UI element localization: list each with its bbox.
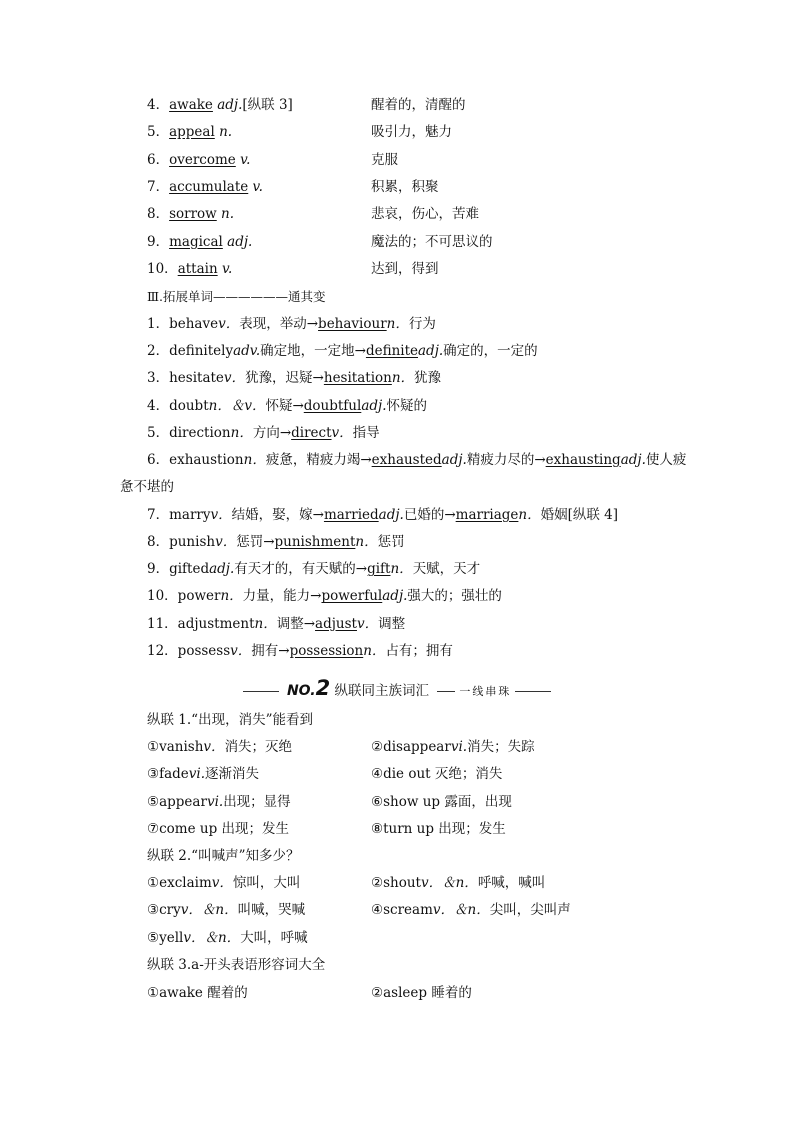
- derived-pos: n．: [386, 316, 409, 332]
- item-word: ②asleep: [371, 985, 428, 1001]
- derived-meaning: 怀疑的: [386, 397, 427, 414]
- entry-word: accumulate: [169, 178, 249, 195]
- item-meaning: 出现；发生: [221, 820, 290, 837]
- word-meaning: [371, 233, 493, 251]
- item-pos: vi.: [450, 739, 468, 755]
- banner-number: 2: [315, 676, 331, 700]
- meaning-text: 悲哀，伤心，苦难: [371, 206, 479, 223]
- derived-meaning: 确定的，一定的: [443, 343, 538, 360]
- item-meaning: 出现；发生: [438, 820, 506, 837]
- entry-number: 9．: [147, 233, 170, 250]
- entry-number: 8．: [147, 206, 170, 223]
- item-meaning: 逐渐消失: [205, 766, 260, 783]
- derived-pos: adj.: [361, 397, 387, 414]
- entry-pos: adj.: [217, 97, 243, 113]
- meaning-text: 醒着的，清醒的: [371, 97, 466, 113]
- base-pos: adv.: [233, 343, 261, 360]
- word-entry: [147, 260, 232, 278]
- entry-number: 7．: [147, 178, 170, 195]
- base-word: 10．power: [147, 588, 221, 605]
- extended-entry: [147, 587, 502, 605]
- group-title-text: 纵联 1.“出现，消失”能看到: [147, 712, 313, 728]
- derived-word: punishment: [274, 534, 356, 550]
- derived-pos: v．: [356, 615, 379, 632]
- base-pos: n．: [254, 615, 277, 632]
- group-item: [147, 820, 289, 838]
- item-pos: v．＆n．: [180, 902, 238, 919]
- derived-meaning: 惩罚: [377, 534, 405, 550]
- item-meaning: 呼喊，喊叫: [477, 875, 546, 891]
- group-title: [147, 847, 299, 865]
- entry-word: sorrow: [169, 206, 217, 223]
- item-word: ①vanish: [147, 739, 204, 755]
- derived-pos: adj.: [441, 452, 467, 468]
- base-word: 12．possess: [147, 642, 231, 659]
- group-title: [147, 956, 325, 974]
- base-meaning: 力量，能力→: [242, 588, 322, 605]
- extended-entry: [147, 615, 405, 633]
- group-item: [371, 984, 472, 1002]
- entry-pos: n.: [219, 124, 233, 141]
- base-word: 8．punish: [147, 534, 216, 550]
- extended-entry: [147, 451, 686, 469]
- base-meaning: 犹豫，迟疑→: [245, 370, 324, 387]
- base-word: 9．gifted: [147, 561, 210, 578]
- entry-pos: adj.: [227, 233, 253, 250]
- item-meaning: 消失；灭绝: [224, 739, 293, 755]
- entry-pos: v.: [221, 260, 233, 277]
- base-pos: n．: [243, 452, 266, 468]
- derived-pos-2: n．: [518, 507, 541, 523]
- derived-meaning: 指导: [352, 424, 380, 441]
- banner-subtitle: 一线串珠: [459, 685, 512, 698]
- group-item: [147, 901, 305, 919]
- item-word: ④die out: [371, 766, 431, 783]
- derived-word: direct: [291, 424, 332, 441]
- group-item: [371, 738, 535, 756]
- banner-rule-mid: [437, 691, 455, 692]
- group-item: [147, 765, 259, 783]
- base-pos: v．: [230, 642, 252, 659]
- base-meaning: 疲惫，精疲力竭→: [265, 452, 372, 468]
- word-entry: [147, 233, 252, 251]
- base-word: 5．direction: [147, 424, 231, 441]
- derived-word: possession: [289, 642, 364, 659]
- base-meaning: 惩罚→: [236, 534, 275, 550]
- word-meaning: [371, 178, 439, 196]
- derived-word: married: [323, 507, 379, 523]
- base-pos: v．: [223, 370, 246, 387]
- meaning-text: 达到，得到: [371, 260, 439, 277]
- item-meaning: 出现；显得: [223, 793, 291, 810]
- base-meaning: 有天才的，有天赋的→: [234, 561, 368, 578]
- meaning-text: 积累，积聚: [371, 178, 439, 195]
- item-meaning: 大叫，呼喊: [240, 930, 308, 946]
- entry-pos: v.: [240, 151, 251, 168]
- continuation-text: 惫不堪的: [120, 479, 174, 495]
- derived-word: definite: [365, 343, 418, 360]
- item-word: ④scream: [371, 902, 433, 919]
- entry-number: 4．: [147, 97, 170, 113]
- derived-meaning: 犹豫: [414, 370, 442, 387]
- derived-pos: adj.: [382, 588, 408, 605]
- item-pos: v．: [211, 875, 233, 891]
- derived-word: doubtful: [303, 397, 362, 414]
- derived-pos: n．: [363, 642, 386, 659]
- word-meaning: [371, 96, 466, 114]
- group-item: [147, 984, 248, 1002]
- derived-pos: adj.: [418, 343, 444, 360]
- group-item: [147, 874, 300, 892]
- item-meaning: 睡着的: [431, 985, 472, 1001]
- word-entry: [147, 205, 234, 223]
- entry-number: 5．: [147, 124, 170, 141]
- banner-rule-left: [243, 691, 279, 692]
- base-word: 3．hesitate: [147, 370, 224, 387]
- item-word: ⑤yell: [147, 930, 184, 946]
- derived-word: gift: [367, 561, 391, 578]
- group-item: [371, 765, 502, 783]
- entry-pos: n.: [221, 206, 235, 223]
- word-entry: [147, 178, 263, 196]
- derived-meaning: 天赋，天才: [412, 561, 481, 578]
- item-meaning: 醒着的: [207, 985, 248, 1001]
- extended-entry: [147, 560, 480, 578]
- extended-entry: [147, 369, 441, 387]
- derived-meaning-2: 婚姻[纵联 4]: [540, 507, 619, 523]
- entry-word: overcome: [169, 151, 236, 168]
- section-banner-no2: [0, 676, 794, 700]
- base-meaning: 结婚，娶，嫁→: [231, 507, 324, 523]
- word-entry: [147, 96, 293, 114]
- extended-entry: [147, 642, 453, 660]
- derived-pos: n．: [390, 561, 413, 578]
- base-meaning: 方向→: [252, 424, 292, 441]
- group-item: [371, 793, 512, 811]
- item-word: ②disappear: [371, 739, 451, 755]
- group-item: [147, 929, 308, 947]
- base-meaning: 表现，举动→: [239, 316, 319, 332]
- item-word: ⑦come up: [147, 820, 218, 837]
- item-pos: vi.: [206, 793, 224, 810]
- base-pos: adj.: [209, 561, 235, 578]
- derived-meaning: 强大的；强壮的: [407, 588, 502, 605]
- group-item: [147, 793, 291, 811]
- derived-word: adjust: [315, 615, 357, 632]
- banner-rule-right: [515, 691, 551, 692]
- group-title: [147, 711, 313, 729]
- derived-pos-2: adj.: [620, 452, 646, 468]
- derived-word-2: exhausting: [545, 452, 621, 468]
- base-pos: n．＆v．: [208, 397, 266, 414]
- group-title-text: 纵联 3.a-开头表语形容词大全: [147, 957, 326, 973]
- meaning-text: 魔法的；不可思议的: [371, 233, 493, 250]
- derived-word: hesitation: [323, 370, 392, 387]
- entry-number: 6．: [147, 151, 170, 168]
- base-meaning: 调整→: [276, 615, 316, 632]
- derived-pos: n．: [355, 534, 378, 550]
- item-pos: vi.: [188, 766, 206, 783]
- base-word: 2．definitely: [147, 343, 234, 360]
- item-meaning: 灭绝；消失: [434, 766, 503, 783]
- group-item: [371, 901, 571, 919]
- base-pos: n．: [220, 588, 243, 605]
- word-meaning: [371, 260, 439, 278]
- entry-word: appeal: [169, 124, 215, 141]
- item-meaning: 叫喊，哭喊: [237, 902, 306, 919]
- word-entry: [147, 151, 250, 169]
- entry-pos: v.: [252, 178, 263, 195]
- derived-word: behaviour: [318, 316, 387, 332]
- word-meaning: [371, 151, 398, 169]
- item-word: ⑤appear: [147, 793, 207, 810]
- item-meaning: 尖叫，尖叫声: [489, 902, 571, 919]
- item-word: ③cry: [147, 902, 181, 919]
- item-word: ③fade: [147, 766, 189, 783]
- extended-entry: [147, 315, 436, 333]
- base-word: 1．behave: [147, 316, 219, 332]
- word-entry: [147, 123, 232, 141]
- group-item: [371, 820, 506, 838]
- base-word: 11．adjustment: [147, 615, 255, 632]
- word-meaning: [371, 205, 479, 223]
- derived-pos: v．: [331, 424, 353, 441]
- derived-pos: n．: [391, 370, 415, 387]
- meaning-text: 克服: [371, 151, 398, 168]
- base-pos: v．: [218, 316, 240, 332]
- derived-word-2: marriage: [455, 507, 519, 523]
- group-item: [147, 738, 292, 756]
- base-pos: n．: [230, 424, 253, 441]
- extended-entry: [147, 424, 380, 442]
- item-word: ⑥show up: [371, 793, 441, 810]
- base-word: 6．exhaustion: [147, 452, 244, 468]
- item-pos: v．＆n．: [420, 875, 478, 891]
- base-pos: v．: [215, 534, 237, 550]
- item-pos: v．＆n．: [432, 902, 490, 919]
- base-meaning: 怀疑→: [265, 397, 304, 414]
- derived-meaning: 调整: [378, 615, 406, 632]
- extended-entry: [147, 533, 405, 551]
- entry-word: awake: [169, 97, 213, 113]
- section-heading-extended-words: Ⅲ.拓展单词——————通其变: [147, 289, 326, 304]
- item-meaning: 惊叫，大叫: [232, 875, 301, 891]
- item-pos: v．＆n．: [183, 930, 241, 946]
- entry-ref: [纵联 3]: [242, 97, 293, 113]
- word-meaning: [371, 123, 452, 141]
- item-word: ①awake: [147, 985, 203, 1001]
- item-meaning: 消失；失踪: [467, 739, 535, 755]
- derived-meaning: 已婚的→: [403, 507, 456, 523]
- banner-title: 纵联同主族词汇: [334, 683, 430, 699]
- group-title-text: 纵联 2.“叫喊声”知多少？: [147, 848, 300, 864]
- base-pos: v．: [210, 507, 232, 523]
- derived-word: exhausted: [371, 452, 442, 468]
- item-word: ②shout: [371, 875, 421, 891]
- meaning-text: 吸引力，魅力: [371, 124, 452, 141]
- derived-pos: adj.: [378, 507, 404, 523]
- extended-entry: [147, 506, 618, 524]
- extended-entry: [147, 342, 538, 360]
- base-word: 7．marry: [147, 507, 211, 523]
- derived-meaning: 行为: [408, 316, 436, 332]
- derived-word: powerful: [321, 588, 383, 605]
- item-pos: v．: [203, 739, 225, 755]
- entry-word: magical: [169, 233, 223, 250]
- base-meaning: 确定地，一定地→: [260, 343, 366, 360]
- item-word: ①exclaim: [147, 875, 212, 891]
- extended-entry: [147, 397, 427, 415]
- entry-number: 10．: [147, 260, 178, 277]
- group-item: [371, 874, 545, 892]
- derived-meaning-2: 使人疲: [645, 452, 687, 468]
- derived-meaning: 精疲力尽的→: [466, 452, 546, 468]
- extended-entry-continuation: [120, 478, 174, 496]
- base-word: 4．doubt: [147, 397, 209, 414]
- banner-brand: NO.: [286, 683, 316, 699]
- entry-word: attain: [177, 260, 218, 277]
- base-meaning: 拥有→: [251, 642, 290, 659]
- item-meaning: 露面，出现: [444, 793, 512, 810]
- item-word: ⑧turn up: [371, 820, 434, 837]
- derived-meaning: 占有；拥有: [385, 642, 453, 659]
